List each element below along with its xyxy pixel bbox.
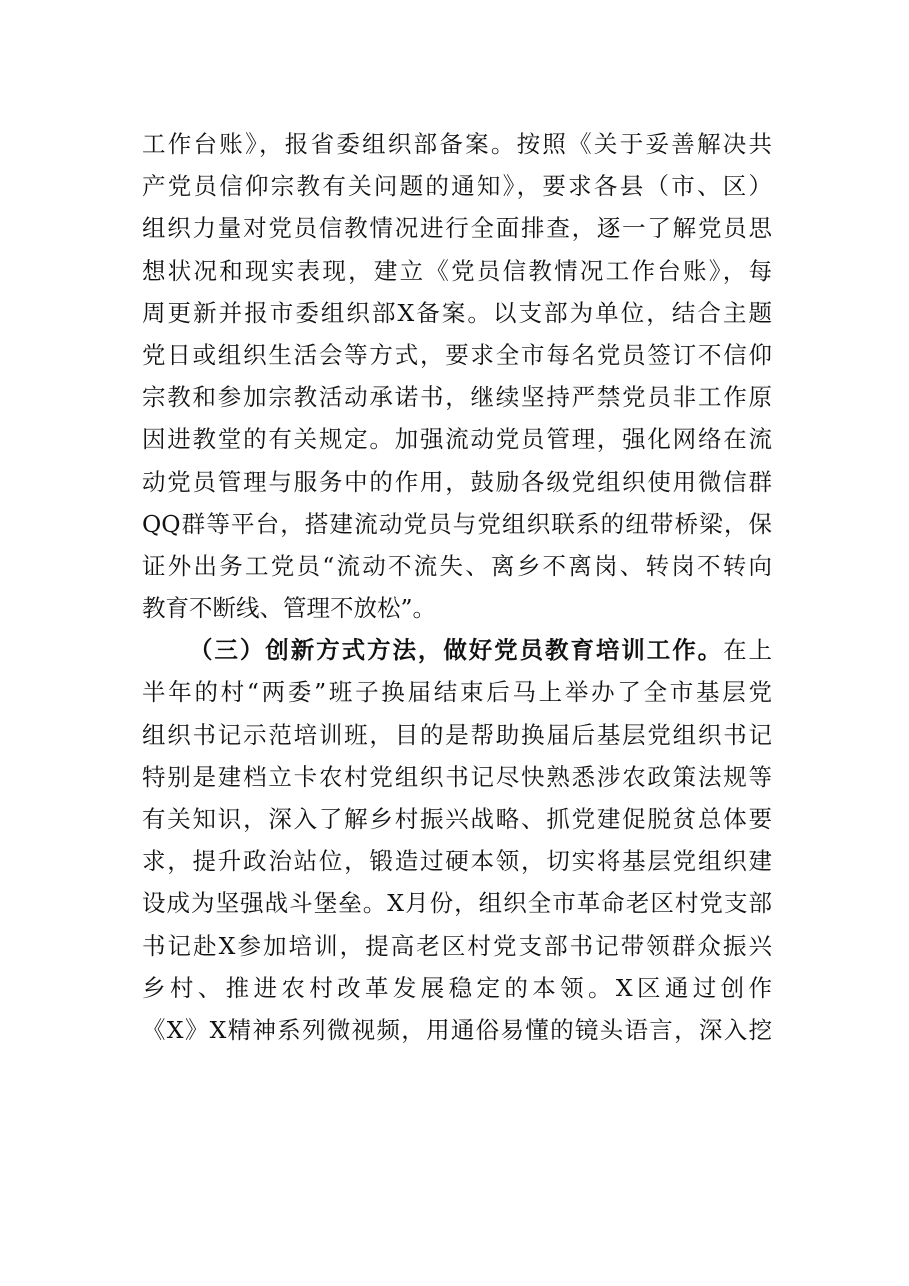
paragraph-2 — [142, 629, 772, 1051]
text-line: 工作台账》，报省委组织部备案。按照《关于妥善解决共 — [142, 130, 772, 158]
text-line: 设成为坚强战斗堡垒。X月份，组织全市革命老区村党支部 — [142, 889, 772, 918]
text-line: 乡村、推进农村改革发展稳定的本领。X区通过创作 — [142, 973, 772, 1002]
paragraph-1 — [142, 123, 772, 629]
text-line: 半年的村“两委”班子换届结束后马上举办了全市基层党 — [142, 678, 772, 707]
section-heading: （三）创新方式方法，做好党员教育培训工作。 — [189, 636, 724, 665]
heading-line-text: 在上 — [723, 636, 773, 665]
text-line: 组织力量对党员信教情况进行全面排查，逐一了解党员思 — [142, 214, 772, 243]
text-line: 因进教堂的有关规定。加强流动党员管理，强化网络在流 — [142, 425, 772, 454]
text-line: 求，提升政治站位，锻造过硬本领，切实将基层党组织建 — [142, 847, 772, 876]
text-line: 《X》X精神系列微视频，用通俗易懂的镜头语言，深入挖 — [142, 1015, 772, 1044]
text-line: 特别是建档立卡农村党组织书记尽快熟悉涉农政策法规等 — [142, 762, 772, 791]
text-line: 动党员管理与服务中的作用，鼓励各级党组织使用微信群 — [142, 467, 772, 496]
text-line: 想状况和现实表现，建立《党员信教情况工作台账》，每 — [142, 256, 772, 285]
text-line: 组织书记示范培训班，目的是帮助换届后基层党组织书记 — [142, 720, 772, 749]
text-line: 教育不断线、管理不放松”。 — [142, 594, 437, 623]
body-text — [142, 123, 772, 1051]
text-line: 周更新并报市委组织部X备案。以支部为单位，结合主题 — [142, 298, 772, 327]
text-line: 党日或组织生活会等方式，要求全市每名党员签订不信仰 — [142, 340, 772, 369]
text-line: 书记赴X参加培训，提高老区村党支部书记带领群众振兴 — [142, 931, 772, 960]
text-line: QQ群等平台，搭建流动党员与党组织联系的纽带桥梁，保 — [142, 509, 772, 538]
paragraph-2-first-line — [142, 629, 772, 671]
text-line: 宗教和参加宗教活动承诺书，继续坚持严禁党员非工作原 — [142, 383, 772, 412]
text-line: 产党员信仰宗教有关问题的通知》，要求各县（市、区） — [142, 172, 772, 201]
text-line: 证外出务工党员“流动不流失、离乡不离岗、转岗不转向 — [142, 551, 772, 580]
text-line: 有关知识，深入了解乡村振兴战略、抓党建促脱贫总体要 — [142, 805, 772, 833]
